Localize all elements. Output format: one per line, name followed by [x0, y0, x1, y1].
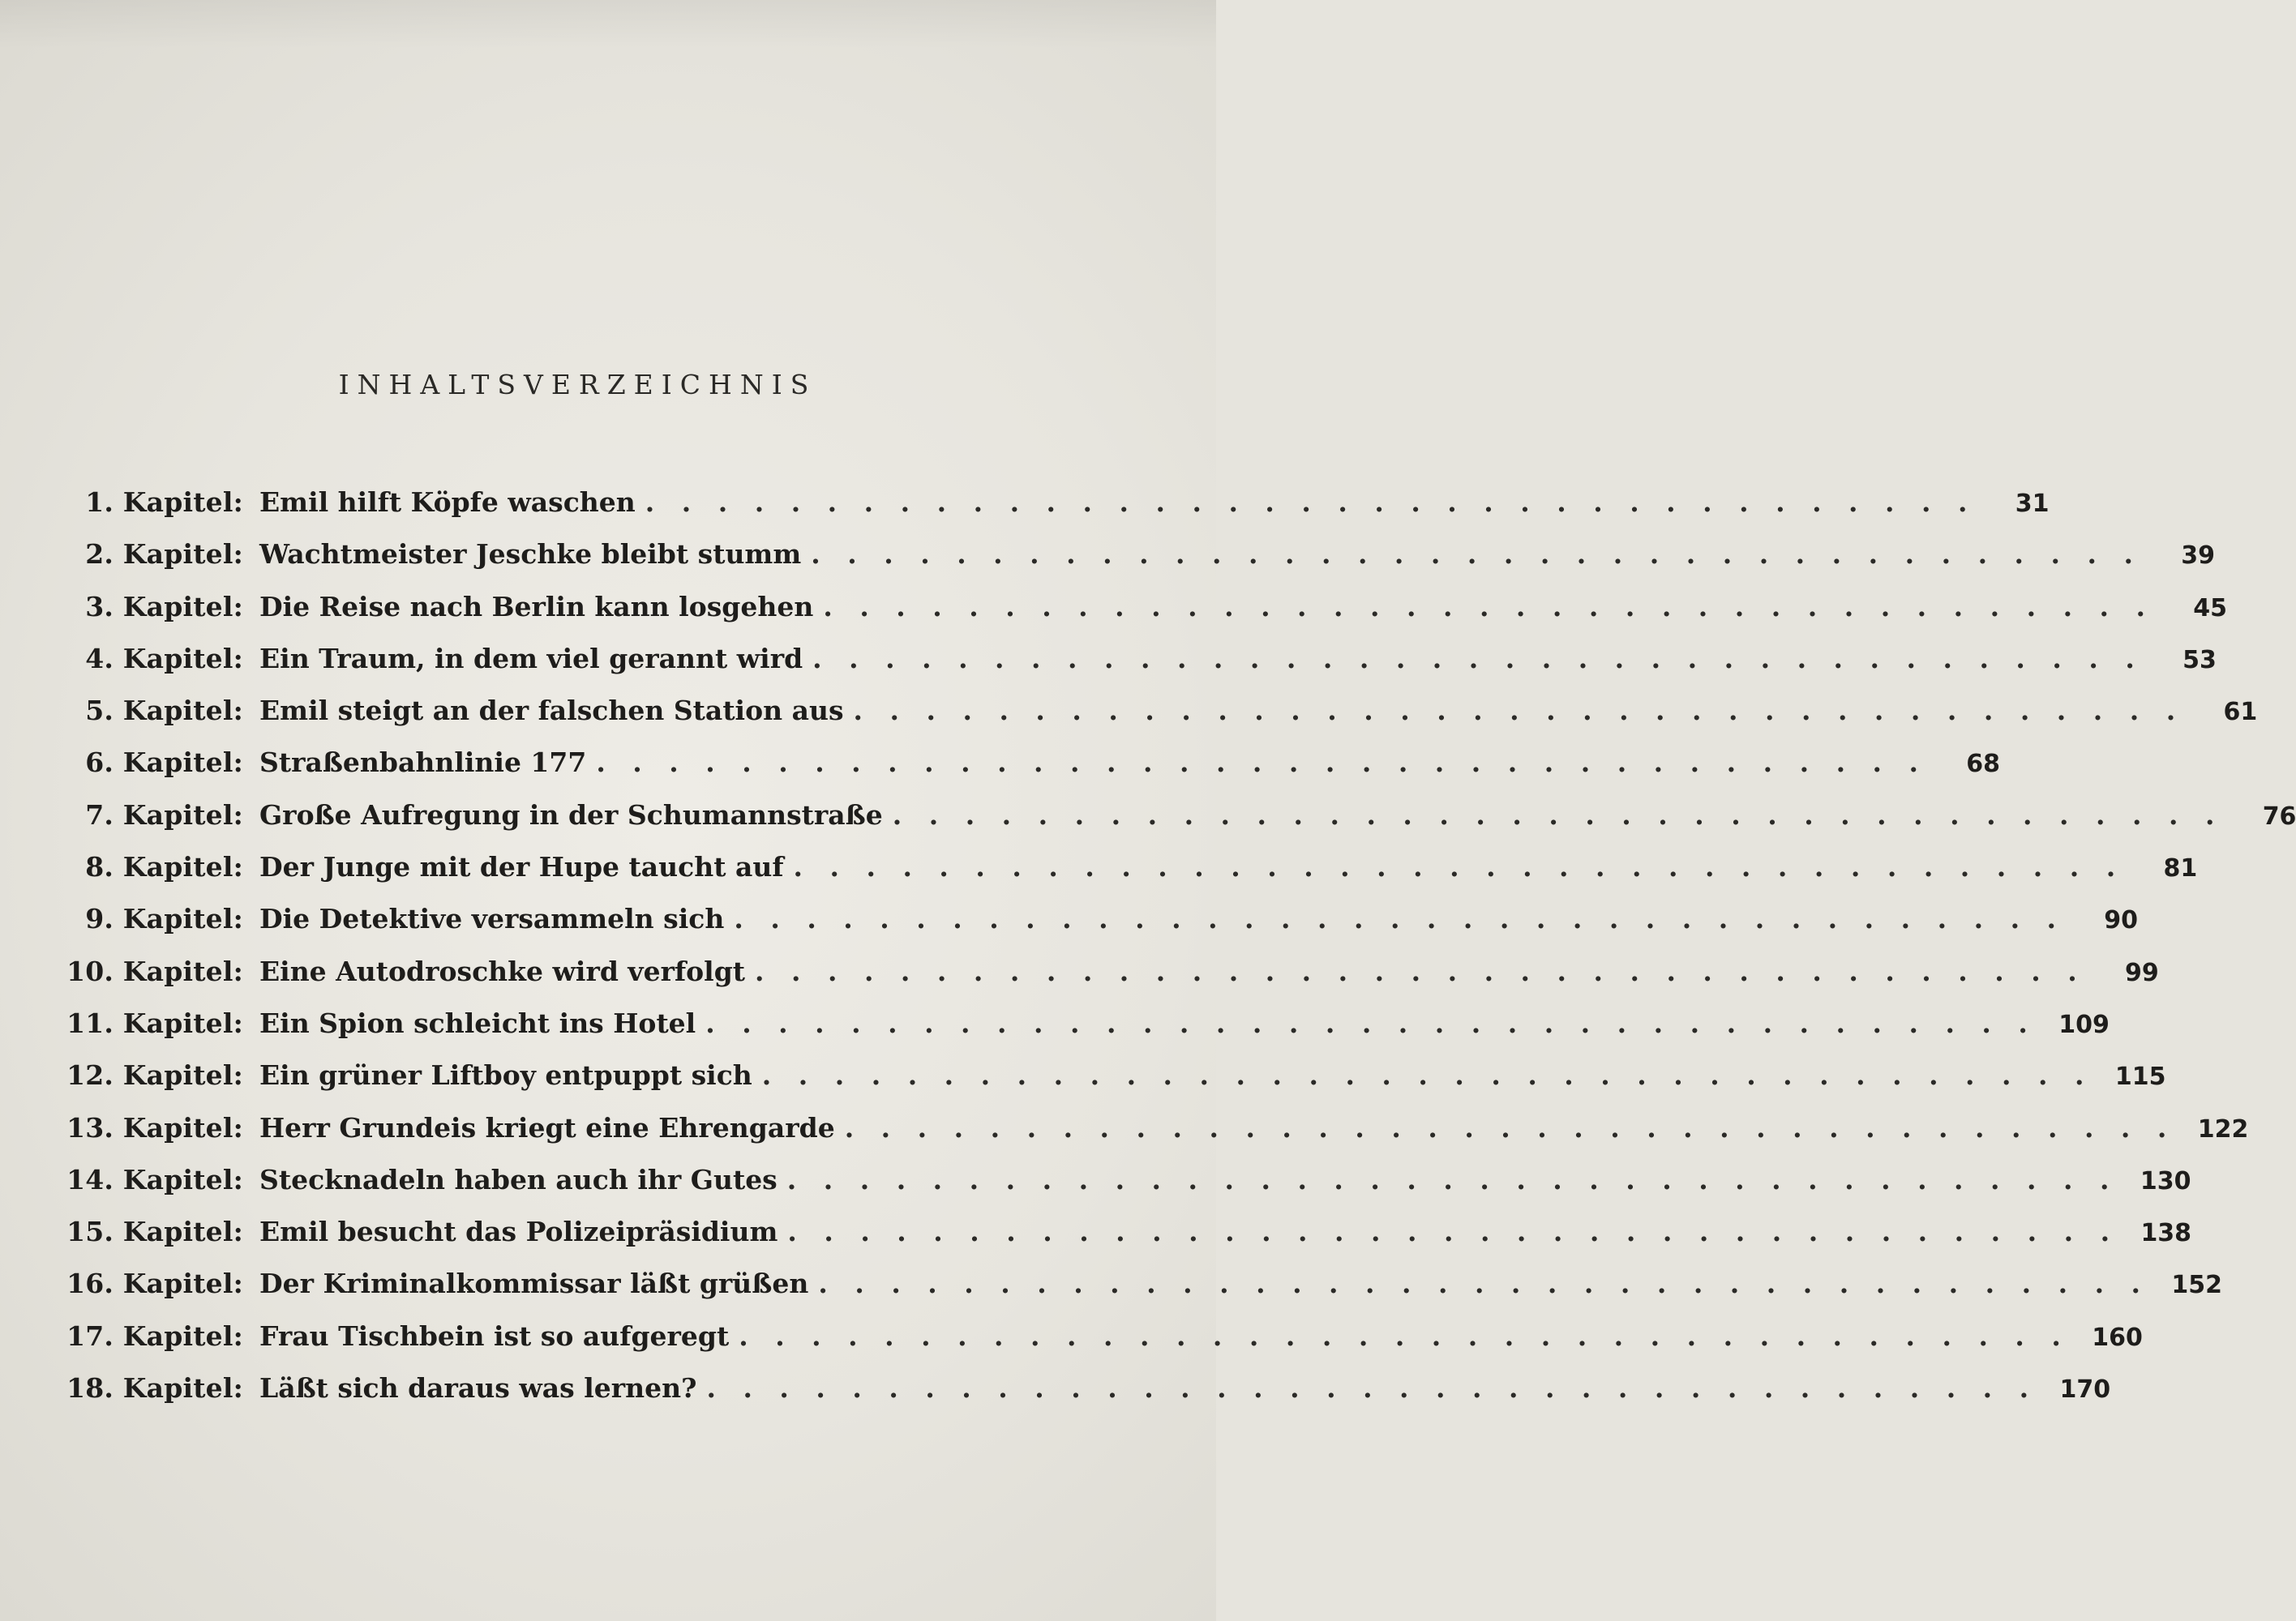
toc-entry: [57, 955, 2159, 1007]
toc-entry: [57, 1216, 2192, 1268]
dot-leader: . . . . . . . . . . . . . . . . . . . . . . . . . . . . . . . . . . . . .: [823, 590, 2155, 622]
chapter-title: Ein Traum, in dem viel gerannt wird: [259, 642, 803, 674]
page-number: 152: [2171, 1271, 2223, 1300]
chapter-title: Frau Tischbein ist so aufgeregt: [259, 1319, 730, 1352]
chapter-title: Der Kriminalkommissar läßt grüßen: [259, 1268, 809, 1300]
chapter-title: Emil besucht das Polizeipräsidium: [259, 1216, 778, 1248]
dot-leader: . . . . . . . . . . . . . . . . . . . . . . . . . . . . . . . . . . . . .: [811, 538, 2142, 571]
chapter-title: Wachtmeister Jeschke bleibt stumm: [259, 538, 802, 571]
chapter-number: 14. Kapitel:: [66, 1163, 243, 1195]
page-number: 170: [2059, 1375, 2111, 1405]
page-number: 160: [2092, 1323, 2143, 1352]
dot-leader: . . . . . . . . . . . . . . . . . . . . . . . . . . . . . . . . . . . . .: [705, 1007, 2037, 1039]
dot-leader: . . . . . . . . . . . . . . . . . . . . . . . . . . . . . . . . . . . . .: [853, 695, 2185, 727]
toc-entry: [57, 1007, 2110, 1059]
chapter-number: 15. Kapitel:: [66, 1216, 243, 1248]
toc-entry: [57, 486, 2050, 538]
chapter-number: 6. Kapitel:: [85, 746, 243, 779]
toc-heading: INHALTSVERZEICHNIS: [338, 369, 817, 400]
toc-entry: [57, 1319, 2143, 1372]
chapter-title: Die Detektive versammeln sich: [259, 903, 725, 935]
page-number: 138: [2140, 1219, 2192, 1248]
chapter-number: 2. Kapitel:: [85, 538, 243, 571]
chapter-title: Läßt sich daraus was lernen?: [259, 1372, 697, 1405]
chapter-number: 18. Kapitel:: [66, 1372, 243, 1405]
chapter-title: Herr Grundeis kriegt eine Ehrengarde: [259, 1111, 835, 1144]
toc-entry: [57, 1372, 2111, 1424]
page-number: 45: [2193, 593, 2228, 622]
toc-entry: [57, 538, 2215, 590]
dot-leader: . . . . . . . . . . . . . . . . . . . . . . . . . . . . . . . . . . . . .: [645, 486, 1977, 518]
chapter-title: Stecknadeln haben auch ihr Gutes: [259, 1163, 777, 1195]
chapter-number: 10. Kapitel:: [66, 955, 243, 987]
chapter-number: 4. Kapitel:: [85, 642, 243, 674]
page-number: 81: [2163, 854, 2198, 883]
chapter-title: Emil steigt an der falschen Station aus: [259, 695, 844, 727]
chapter-number: 8. Kapitel:: [85, 851, 243, 883]
toc-entry: [57, 746, 2001, 798]
chapter-number: 12. Kapitel:: [66, 1059, 243, 1092]
dot-leader: . . . . . . . . . . . . . . . . . . . . . . . . . . . . . . . . . . . . .: [818, 1268, 2150, 1300]
toc-entry: [57, 695, 2258, 746]
chapter-title: Straßenbahnlinie 177: [259, 746, 587, 779]
dot-leader: . . . . . . . . . . . . . . . . . . . . . . . . . . . . . . . . . . . . .: [734, 903, 2066, 935]
page-number: 53: [2182, 645, 2217, 674]
dot-leader: . . . . . . . . . . . . . . . . . . . . . . . . . . . . . . . . . . . . .: [793, 851, 2125, 883]
chapter-title: Ein Spion schleicht ins Hotel: [259, 1007, 696, 1039]
chapter-number: 5. Kapitel:: [85, 695, 243, 727]
toc-entry: [57, 903, 2139, 955]
chapter-number: 13. Kapitel:: [66, 1111, 243, 1144]
toc-entry: [57, 1268, 2223, 1319]
dot-leader: . . . . . . . . . . . . . . . . . . . . . . . . . . . . . . . . . . . . .: [755, 955, 2086, 987]
toc-entry: [57, 851, 2198, 903]
chapter-number: 9. Kapitel:: [85, 903, 243, 935]
page-number: 115: [2114, 1063, 2166, 1092]
dot-leader: . . . . . . . . . . . . . . . . . . . . . . . . . . . . . . . . . . . . .: [706, 1372, 2038, 1405]
chapter-number: 7. Kapitel:: [85, 798, 243, 831]
chapter-title: Der Junge mit der Hupe taucht auf: [259, 851, 784, 883]
chapter-title: Die Reise nach Berlin kann losgehen: [259, 590, 814, 622]
page-number: 68: [1966, 750, 2001, 779]
toc-entry: [57, 1059, 2166, 1111]
dot-leader: . . . . . . . . . . . . . . . . . . . . . . . . . . . . . . . . . . . . .: [787, 1216, 2119, 1248]
dot-leader: . . . . . . . . . . . . . . . . . . . . . . . . . . . . . . . . . . . . .: [596, 746, 1928, 779]
dot-leader: . . . . . . . . . . . . . . . . . . . . . . . . . . . . . . . . . . . . .: [761, 1059, 2093, 1092]
chapter-number: 3. Kapitel:: [85, 590, 243, 622]
toc-entry: [57, 1163, 2191, 1216]
chapter-number: 11. Kapitel:: [66, 1007, 243, 1039]
toc-entry: [57, 590, 2228, 643]
page-number: 61: [2223, 698, 2258, 727]
page-number: 90: [2104, 906, 2139, 935]
page-number: 31: [2015, 490, 2050, 518]
page-number: 39: [2181, 541, 2215, 571]
page-number: 109: [2058, 1010, 2110, 1039]
chapter-title: Eine Autodroschke wird verfolgt: [259, 955, 746, 987]
page-number: 76: [2262, 802, 2296, 831]
dot-leader: . . . . . . . . . . . . . . . . . . . . . . . . . . . . . . . . . . . . .: [812, 642, 2144, 674]
dot-leader: . . . . . . . . . . . . . . . . . . . . . . . . . . . . . . . . . . . . .: [739, 1319, 2070, 1352]
chapter-number: 17. Kapitel:: [66, 1319, 243, 1352]
page-number: 99: [2124, 958, 2159, 987]
dot-leader: . . . . . . . . . . . . . . . . . . . . . . . . . . . . . . . . . . . . .: [844, 1111, 2176, 1144]
toc-entry: [57, 1111, 2249, 1164]
dot-leader: . . . . . . . . . . . . . . . . . . . . . . . . . . . . . . . . . . . . .: [892, 798, 2224, 831]
chapter-title: Ein grüner Liftboy entpuppt sich: [259, 1059, 752, 1092]
dot-leader: . . . . . . . . . . . . . . . . . . . . . . . . . . . . . . . . . . . . .: [786, 1163, 2118, 1195]
page-shadow: [0, 0, 1216, 49]
chapter-title: Große Aufregung in der Schumannstraße: [259, 798, 883, 831]
page-number: 130: [2140, 1166, 2191, 1195]
page-number: 122: [2197, 1114, 2249, 1144]
toc-entry: [57, 798, 2296, 851]
chapter-number: 1. Kapitel:: [85, 486, 243, 518]
toc-list: [57, 486, 2296, 1424]
chapter-title: Emil hilft Köpfe waschen: [259, 486, 636, 518]
chapter-number: 16. Kapitel:: [66, 1268, 243, 1300]
toc-entry: [57, 642, 2217, 695]
